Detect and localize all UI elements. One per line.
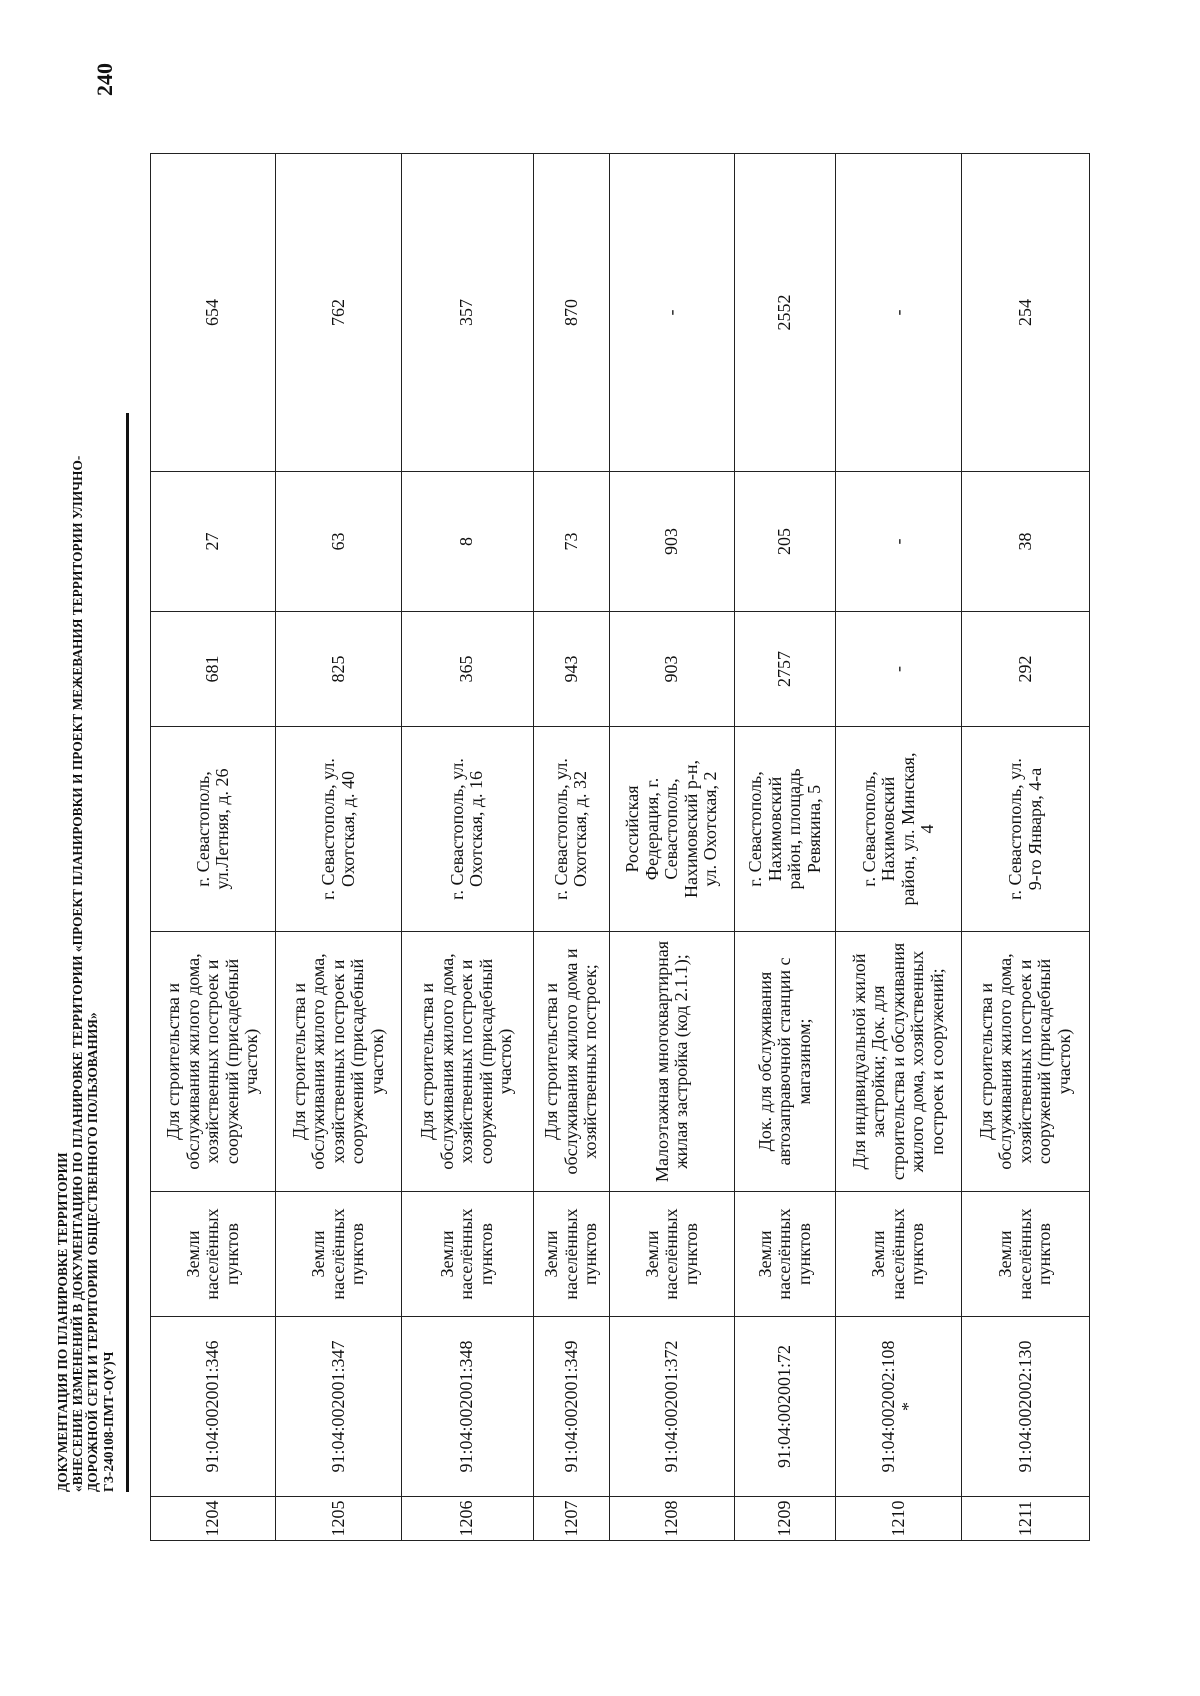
address-cell: Российская Федерация, г. Севастополь, Нахимовский р-н, ул. Охотская, 2 xyxy=(609,727,734,932)
total-area-cell: 365 xyxy=(401,612,533,727)
land-category-cell: Земли населённых пунктов xyxy=(533,1192,609,1317)
cadastral-number-cell: 91:04:002001:372 xyxy=(609,1317,734,1497)
table-row xyxy=(276,154,401,1541)
table-row xyxy=(835,154,961,1541)
cadastral-number-cell: 91:04:002001:349 xyxy=(533,1317,609,1497)
withdrawn-area-cell: 38 xyxy=(962,472,1090,612)
permitted-use-cell: Для индивидуальной жилой застройки; Док. для строительства и обслуживания жилого дома, хозяйственных построек и сооружений; xyxy=(835,932,961,1192)
address-cell: г. Севастополь, ул.Летняя, д. 26 xyxy=(151,727,276,932)
header-line-3: ДОРОЖНОЙ СЕТИ И ТЕРРИТОРИИ ОБЩЕСТВЕННОГО ПОЛЬЗОВАНИЯ» xyxy=(85,1012,101,1492)
total-area-cell: - xyxy=(835,612,961,727)
cadastral-number-cell: 91:04:002001:346 xyxy=(151,1317,276,1497)
permitted-use-cell: Для строительства и обслуживания жилого дома, хозяйственных построек и сооружений (присадебный участок) xyxy=(276,932,401,1192)
remaining-area-cell: - xyxy=(835,154,961,472)
document-header xyxy=(55,162,116,1492)
total-area-cell: 943 xyxy=(533,612,609,727)
table-row xyxy=(735,154,836,1541)
address-cell: г. Севастополь, ул. Охотская, д. 16 xyxy=(401,727,533,932)
withdrawn-area-cell: 205 xyxy=(735,472,836,612)
page-number: 240 xyxy=(92,63,117,96)
withdrawn-area-cell: 63 xyxy=(276,472,401,612)
total-area-cell: 2757 xyxy=(735,612,836,727)
land-category-cell: Земли населённых пунктов xyxy=(735,1192,836,1317)
remaining-area-cell: 870 xyxy=(533,154,609,472)
table-row xyxy=(151,154,276,1541)
row-number-cell: 1211 xyxy=(962,1497,1090,1541)
table-body xyxy=(151,154,1090,1541)
land-category-cell: Земли населённых пунктов xyxy=(609,1192,734,1317)
row-number-cell: 1208 xyxy=(609,1497,734,1541)
land-category-cell: Земли населённых пунктов xyxy=(151,1192,276,1317)
permitted-use-cell: Для строительства и обслуживания жилого дома, хозяйственных построек и сооружений (присадебный участок) xyxy=(401,932,533,1192)
header-divider xyxy=(126,413,129,1492)
permitted-use-cell: Для строительства и обслуживания жилого дома, хозяйственных построек и сооружений (присадебный участок) xyxy=(151,932,276,1192)
table-row xyxy=(533,154,609,1541)
permitted-use-cell: Док. для обслуживания автозаправочной станции с магазином; xyxy=(735,932,836,1192)
cadastral-number-cell: 91:04:002002:108 * xyxy=(835,1317,961,1497)
cadastral-number-cell: 91:04:002001:347 xyxy=(276,1317,401,1497)
remaining-area-cell: 254 xyxy=(962,154,1090,472)
land-category-cell: Земли населённых пунктов xyxy=(835,1192,961,1317)
cadastral-number-cell: 91:04:002002:130 xyxy=(962,1317,1090,1497)
withdrawn-area-cell: 8 xyxy=(401,472,533,612)
row-number-cell: 1207 xyxy=(533,1497,609,1541)
withdrawn-area-cell: 73 xyxy=(533,472,609,612)
address-cell: г. Севастополь, ул. Охотская, д. 40 xyxy=(276,727,401,932)
total-area-cell: 825 xyxy=(276,612,401,727)
header-line-2: «ВНЕСЕНИЕ ИЗМЕНЕНИЙ В ДОКУМЕНТАЦИЮ ПО ПЛАНИРОВКЕ ТЕРРИТОРИИ «ПРОЕКТ ПЛАНИРОВКИ И ПРОЕКТ МЕЖЕВАНИЯ ТЕРРИТОРИИ УЛИЧНО- xyxy=(70,455,86,1492)
permitted-use-cell: Малоэтажная многоквартирная жилая застройка (код 2.1.1); xyxy=(609,932,734,1192)
permitted-use-cell: Для строительства и обслуживания жилого дома и хозяйственных построек; xyxy=(533,932,609,1192)
table-row xyxy=(609,154,734,1541)
table-row xyxy=(962,154,1090,1541)
row-number-cell: 1209 xyxy=(735,1497,836,1541)
header-line-1: ДОКУМЕНТАЦИЯ ПО ПЛАНИРОВКЕ ТЕРРИТОРИИ xyxy=(55,1152,70,1492)
row-number-cell: 1206 xyxy=(401,1497,533,1541)
land-category-cell: Земли населённых пунктов xyxy=(401,1192,533,1317)
address-cell: г. Севастополь, ул. Охотская, д. 32 xyxy=(533,727,609,932)
address-cell: г. Севастополь, Нахимовский район, ул. Минская, 4 xyxy=(835,727,961,932)
land-category-cell: Земли населённых пунктов xyxy=(962,1192,1090,1317)
land-plots-table xyxy=(150,153,1090,1541)
remaining-area-cell: 2552 xyxy=(735,154,836,472)
table-row xyxy=(401,154,533,1541)
header-line-4: ГЗ-240108-ПМТ-О(У)Ч xyxy=(100,1351,116,1492)
remaining-area-cell: 357 xyxy=(401,154,533,472)
row-number-cell: 1204 xyxy=(151,1497,276,1541)
permitted-use-cell: Для строительства и обслуживания жилого дома, хозяйственных построек и сооружений (присадебный участок) xyxy=(962,932,1090,1192)
address-cell: г. Севастополь, ул. 9-го Января, 4-а xyxy=(962,727,1090,932)
address-cell: г. Севастополь, Нахимовский район, площадь Ревякина, 5 xyxy=(735,727,836,932)
withdrawn-area-cell: 27 xyxy=(151,472,276,612)
cadastral-number-cell: 91:04:002001:72 xyxy=(735,1317,836,1497)
withdrawn-area-cell: - xyxy=(835,472,961,612)
row-number-cell: 1205 xyxy=(276,1497,401,1541)
remaining-area-cell: 762 xyxy=(276,154,401,472)
row-number-cell: 1210 xyxy=(835,1497,961,1541)
withdrawn-area-cell: 903 xyxy=(609,472,734,612)
total-area-cell: 292 xyxy=(962,612,1090,727)
land-category-cell: Земли населённых пунктов xyxy=(276,1192,401,1317)
total-area-cell: 903 xyxy=(609,612,734,727)
cadastral-number-cell: 91:04:002001:348 xyxy=(401,1317,533,1497)
remaining-area-cell: 654 xyxy=(151,154,276,472)
remaining-area-cell: - xyxy=(609,154,734,472)
total-area-cell: 681 xyxy=(151,612,276,727)
